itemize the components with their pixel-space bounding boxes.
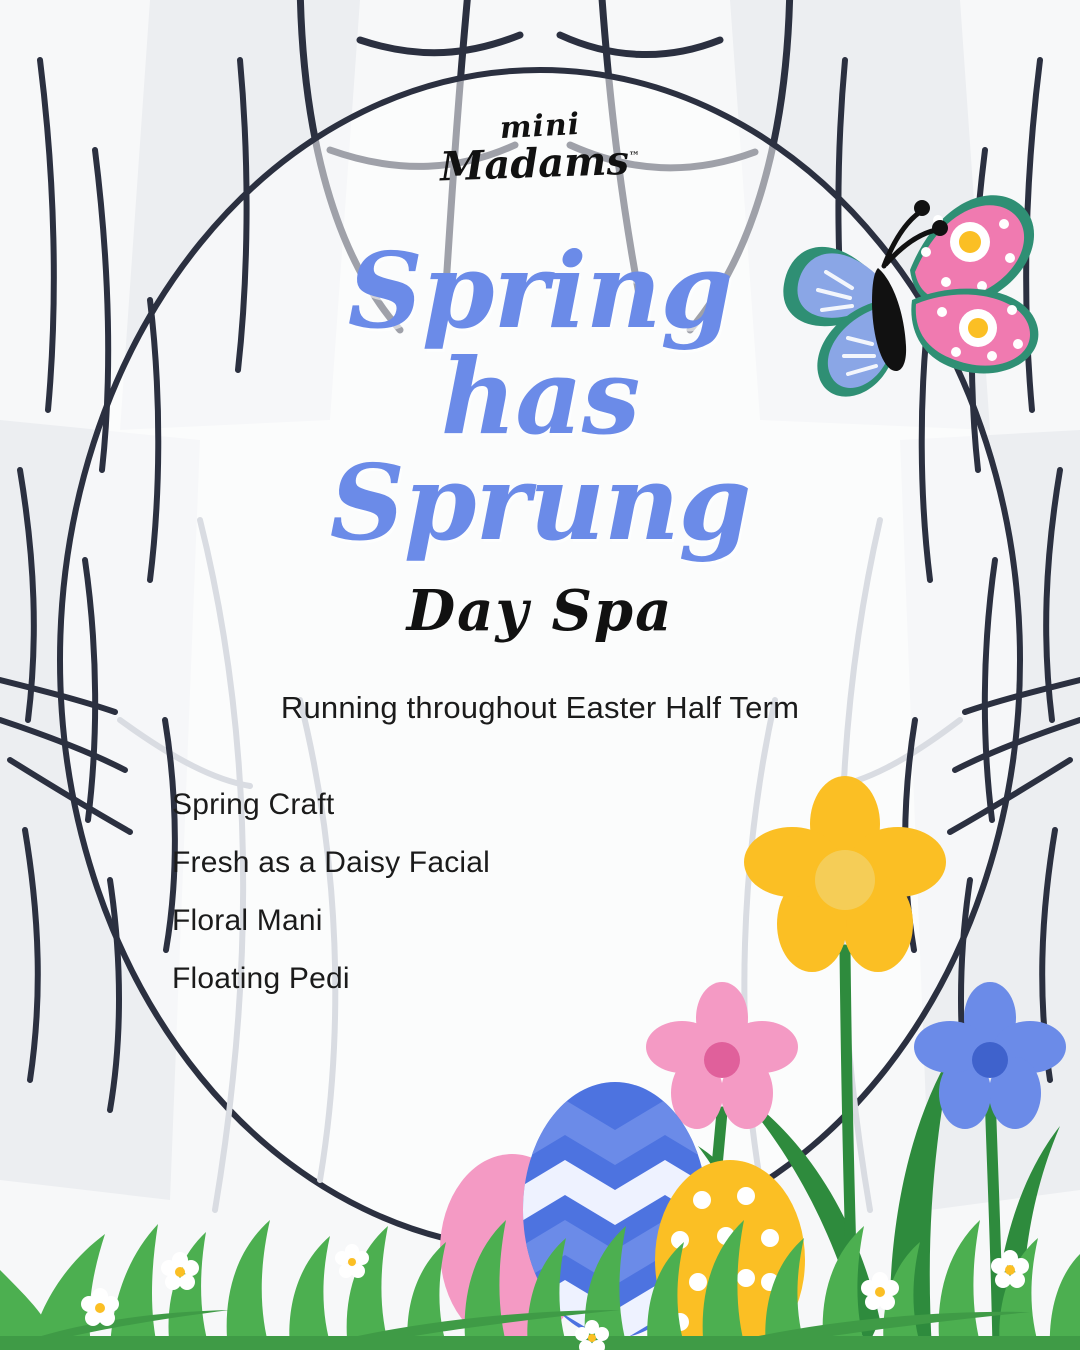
list-item: Fresh as a Daisy Facial <box>172 846 491 879</box>
tagline: Running throughout Easter Half Term <box>280 690 800 725</box>
headline-line-1: Spring <box>347 229 733 352</box>
page-title <box>0 229 1080 565</box>
subtitle: Day Spa <box>406 578 674 644</box>
list-item: Spring Craft <box>172 788 335 821</box>
headline-line-2: has <box>440 335 640 459</box>
list-item: Floral Mani <box>172 904 323 937</box>
brand-logo-line1: mini <box>498 106 582 147</box>
list-item: Floating Pedi <box>172 962 350 995</box>
service-list <box>172 790 490 1022</box>
brand-logo-line2: Madams™ <box>439 136 640 191</box>
headline-line-3: Sprung <box>329 441 751 565</box>
trademark-mark: ™ <box>628 149 640 163</box>
